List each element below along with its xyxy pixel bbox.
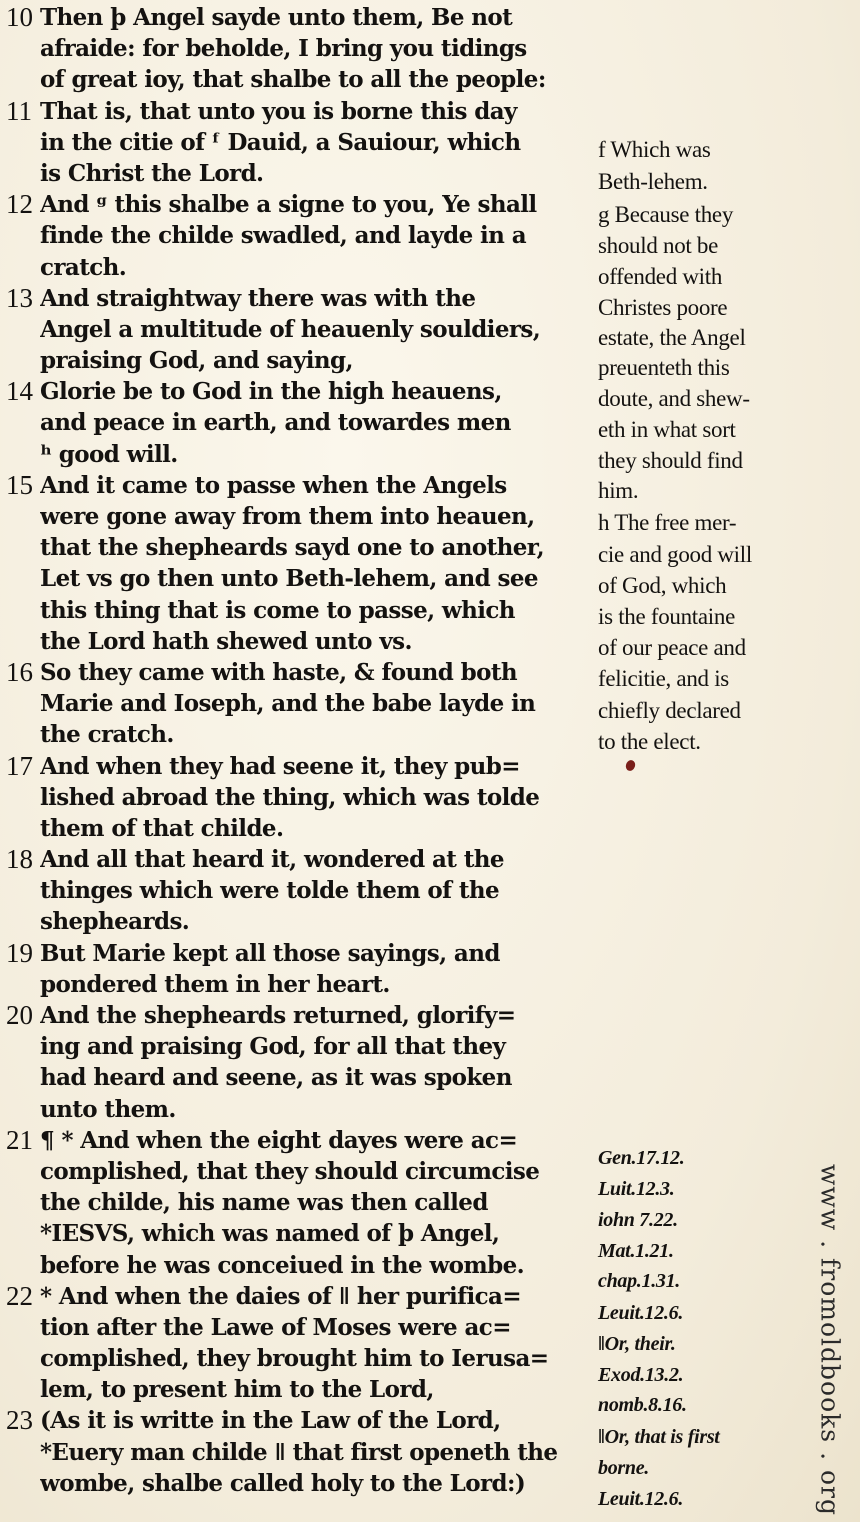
cross-reference: Exod.13.2.	[598, 1364, 684, 1386]
cross-reference: Mat.1.21.	[598, 1240, 674, 1262]
verse-line: finde the childe swadled, and layde in a	[40, 222, 526, 250]
verse	[6, 751, 596, 845]
verse-line: tion after the Lawe of Moses were ac=	[40, 1313, 511, 1341]
verse	[6, 376, 596, 470]
verse-line: had heard and seene, as it was spoken	[40, 1064, 512, 1092]
margin-note-line: h The free mer-	[598, 510, 737, 535]
verse-line: And when they had seene it, they pub=	[40, 752, 520, 780]
cross-reference: Gen.17.12.	[598, 1147, 685, 1169]
verse-line: is Christ the Lord.	[40, 159, 264, 187]
verse-line: thinges which were tolde them of the	[40, 877, 500, 905]
verse-line: But Marie kept all those sayings, and	[40, 939, 500, 967]
watermark	[805, 1165, 855, 1515]
verse-line: And it came to passe when the Angels	[40, 471, 507, 499]
margin-note-line: offended with	[598, 264, 723, 289]
verse-line: in the citie of ᶠ Dauid, a Sauiour, which	[40, 128, 521, 156]
verse	[6, 1125, 596, 1281]
margin-note-line: they should find	[598, 448, 743, 473]
verse-number: 21	[6, 1124, 33, 1155]
margin-note-line: felicitie, and is	[598, 666, 729, 691]
verse-number: 14	[6, 376, 33, 407]
verse-line: (As it is writte in the Law of the Lord,	[40, 1407, 501, 1435]
cross-reference: chap.1.31.	[598, 1270, 681, 1292]
verse-line: Glorie be to God in the high heauens,	[40, 378, 502, 406]
verse-line: That is, that unto you is borne this day	[40, 97, 517, 125]
verse-line: that the shepheards sayd one to another,	[40, 534, 545, 562]
verse	[6, 1405, 596, 1499]
verse-line: the Lord hath shewed unto vs.	[40, 627, 412, 655]
verse-line: shepheards.	[40, 908, 190, 936]
watermark-text: www . fromoldbooks . org	[815, 1164, 845, 1516]
margin-note-line: Beth-lehem.	[598, 169, 708, 194]
cross-reference: ǁOr, that is first	[598, 1426, 720, 1448]
cross-reference: Leuit.12.6.	[598, 1302, 684, 1324]
verse-line: unto them.	[40, 1095, 176, 1123]
verse-line: And straightway there was with the	[40, 284, 476, 312]
verse	[6, 96, 596, 190]
verse-line: this thing that is come to passe, which	[40, 596, 515, 624]
margin-note-line: g Because they	[598, 202, 734, 227]
verse	[6, 2, 596, 96]
verse-line: them of that childe.	[40, 814, 284, 842]
verse	[6, 844, 596, 938]
verse-line: of great ioy, that shalbe to all the people:	[40, 66, 546, 94]
verse-number: 18	[6, 844, 33, 875]
verse-number: 10	[6, 2, 33, 32]
scripture-column	[6, 2, 596, 1499]
verse-number: 17	[6, 750, 33, 781]
verse-line: ing and praising God, for all that they	[40, 1033, 506, 1061]
verse	[6, 470, 596, 657]
cross-reference: nomb.8.16.	[598, 1394, 687, 1416]
verse-line: Let vs go then unto Beth-lehem, and see	[40, 565, 538, 593]
verse-number: 11	[6, 95, 32, 126]
verse-line: Angel a multitude of heauenly souldiers,	[40, 315, 541, 343]
verse-number: 23	[6, 1405, 33, 1436]
margin-note-line: of our peace and	[598, 635, 746, 660]
verse-line: were gone away from them into heauen,	[40, 503, 535, 530]
verse-number: 20	[6, 1000, 33, 1030]
margin-note-line: f Which was	[598, 137, 711, 162]
verse-line: complished, they brought him to Ierusa=	[40, 1345, 549, 1373]
verse-line: Then þ Angel sayde unto them, Be not	[40, 4, 513, 31]
margin-note-line: is the fountaine	[598, 604, 735, 629]
verse-line: and peace in earth, and towardes men	[40, 409, 511, 437]
cross-reference: ǁOr, their.	[598, 1333, 676, 1355]
verse-line: afraide: for beholde, I bring you tidings	[40, 35, 527, 63]
margin-note-line: doute, and shew-	[598, 386, 750, 411]
verse	[6, 189, 596, 283]
verse-line: And ᵍ this shalbe a signe to you, Ye shall	[40, 191, 537, 219]
margin-note-line: Christes poore	[598, 295, 728, 320]
verse-line: *IESVS, which was named of þ Angel,	[40, 1220, 500, 1248]
verse-number: 15	[6, 469, 33, 500]
verse-number: 12	[6, 189, 33, 220]
ink-spot	[624, 759, 636, 772]
margin-note-line: should not be	[598, 233, 719, 258]
verse	[6, 657, 596, 751]
verse-line: ¶ * And when the eight dayes were ac=	[40, 1126, 518, 1154]
cross-reference: iohn 7.22.	[598, 1209, 678, 1231]
cross-reference: Luit.12.3.	[598, 1178, 675, 1200]
margin-note-line: estate, the Angel	[598, 325, 746, 350]
margin-note-line: cie and good will	[598, 542, 752, 567]
verse-line: praising God, and saying,	[40, 347, 353, 375]
verse-number: 16	[6, 656, 33, 687]
margin-note-line: eth in what sort	[598, 417, 736, 442]
verse-line: complished, that they should circumcise	[40, 1157, 540, 1185]
verse-line: cratch.	[40, 253, 127, 281]
verse-line: Marie and Ioseph, and the babe layde in	[40, 690, 536, 718]
verse	[6, 283, 596, 377]
verse-line: ʰ good will.	[40, 440, 178, 468]
verse-number: 22	[6, 1280, 33, 1311]
verse-line: lished abroad the thing, which was tolde	[40, 783, 540, 811]
verse-line: So they came with haste, & found both	[40, 658, 518, 686]
margin-note-line: preuenteth this	[598, 355, 730, 380]
verse-line: And the shepheards returned, glorify=	[40, 1002, 516, 1029]
verse	[6, 1000, 596, 1125]
verse-line: * And when the daies of ǁ her purifica=	[40, 1282, 521, 1310]
verse-line: the cratch.	[40, 721, 174, 749]
cross-reference: Leuit.12.6.	[598, 1488, 684, 1510]
margin-note-line: of God, which	[598, 573, 727, 598]
margin-note-line: him.	[598, 478, 639, 503]
margin-note-line: chiefly declared	[598, 698, 741, 723]
verse-line: And all that heard it, wondered at the	[40, 846, 504, 874]
verse-line: *Euery man childe ǁ that first openeth the	[40, 1438, 558, 1466]
verse-number: 13	[6, 282, 33, 313]
verse-line: before he was conceiued in the wombe.	[40, 1251, 525, 1279]
verse-line: lem, to present him to the Lord,	[40, 1376, 434, 1404]
verse-line: wombe, shalbe called holy to the Lord:)	[40, 1469, 526, 1497]
verse-number: 19	[6, 937, 33, 968]
cross-reference: borne.	[598, 1457, 649, 1479]
margin-note-line: to the elect.	[598, 729, 701, 754]
verse-line: pondered them in her heart.	[40, 970, 390, 998]
verse	[6, 1281, 596, 1406]
verse	[6, 938, 596, 1000]
verse-line: the childe, his name was then called	[40, 1189, 488, 1217]
